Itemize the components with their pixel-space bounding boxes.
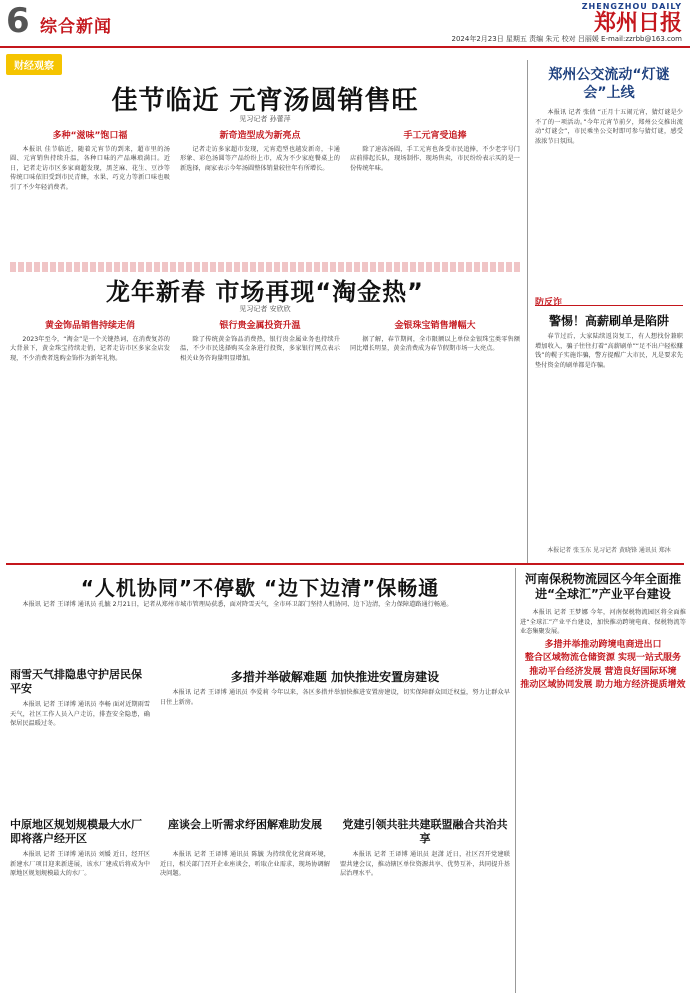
ribbon-label: 财经观察 <box>6 54 62 75</box>
sidebar-body <box>535 108 683 278</box>
story6-text: 本报讯 记者 王译博 通讯员 李爱莉 今年以来，各区多措并举加快推进安置房建设，切实保障群众回迁权益，努力让群众早日住上新房。 <box>160 689 510 706</box>
story1-col3-body: 除了速冻汤圆，手工元宵也备受市民追捧，不少老字号门店前排起长队，现场制作、现场售卖，市民纷纷表示买的是一份传统年味。 <box>350 145 520 172</box>
masthead <box>0 0 690 48</box>
antifraud-body <box>535 332 683 542</box>
story1-col3-subhead: 手工元宵受追捧 <box>403 131 467 141</box>
story2-byline: 见习记者 安欣欣 <box>239 305 291 313</box>
paper-logo: 郑州日报 <box>593 10 682 36</box>
story5-text: 本报讯 记者 王译博 通讯员 李畅 面对近期雨雪天气，社区工作人员入户走访，排查安全隐患，确保居民温暖过冬。 <box>10 701 150 727</box>
sidebar-text: 本报讯 记者 张倩 “正月十五闹元宵，猜灯谜是少不了的一项活动。”今年元宵节前夕，郑州公交推出流动“灯谜会”，市民乘坐公交时即可参与猜灯谜，感受浓浓节日氛围。 <box>535 109 683 145</box>
paper-brand <box>582 2 682 35</box>
story2-col3-subhead: 金银珠宝销售增幅大 <box>394 321 476 331</box>
story4-subhead-3: 推动平台经济发展 营造良好国际环境 <box>529 666 677 677</box>
antifraud-headline: 警惕！高薪刷单是陷阱 <box>548 314 669 328</box>
story8-headline: 座谈会上听需求纾困解难助发展 <box>168 818 322 831</box>
antifraud-box-header <box>535 290 683 306</box>
story4-subhead-1: 多措并举推动跨境电商进出口 <box>544 639 662 650</box>
story2-col2-body: 除了传统黄金饰品消费热，银行贵金属业务也持续升温，不少市民选择购买金条进行投资，多家银行网点表示相关业务咨询量明显增加。 <box>180 335 340 362</box>
story9-text: 本报讯 记者 王译博 通讯员 赵潇 近日，社区召开党建联盟共建会议，推动辖区单位资源共享、优势互补，共同提升基层治理水平。 <box>340 851 510 877</box>
story6-body <box>160 688 510 808</box>
story1-col1 <box>10 128 170 278</box>
story1-col2-subhead: 新奇造型成为新亮点 <box>219 131 301 141</box>
antifraud-label: 防反诈 <box>535 298 563 308</box>
story2-headline: 龙年新春 市场再现“淘金热” <box>106 278 424 306</box>
story7-body <box>10 850 150 990</box>
issue-meta: 2024年2月23日 星期五 责编 朱元 校对 吕丽媛 E-mail:zzrbb@163.com <box>451 35 682 43</box>
antifraud-byline: 本报记者 张玉东 见习记者 黄晓锋 通讯员 郑沐 <box>547 547 671 554</box>
story2-col3-body: 据了解，春节期间，全市限额以上单位金银珠宝类零售额同比增长明显，黄金消费成为春节假期市场一大亮点。 <box>350 335 520 352</box>
column-divider <box>527 60 528 565</box>
story3-headline: “人机协同”不停歇 “边下边清”保畅通 <box>80 576 440 600</box>
story4-subhead-4: 推动区域协同发展 助力地方经济提质增效 <box>520 680 686 690</box>
story8-body <box>160 850 330 990</box>
story7-headline: 中原地区规划规模最大水厂即将落户经开区 <box>10 818 142 845</box>
story4-headline: 河南保税物流园区今年全面推进“全球汇”产业平台建设 <box>524 572 681 601</box>
story1-col1-body: 本报讯 佳节临近，随着元宵节的到来，超市里的汤圆、元宵销售持续升温，各种口味的产品琳琅满目。近日，记者走访市区多家商超发现，黑芝麻、花生、豆沙等传统口味依旧受到市民青睐，水果、巧克力等新口味也吸引了不少年轻消费者。 <box>10 145 170 191</box>
column-divider-lower <box>515 568 516 993</box>
section-title: 综合新闻 <box>40 17 112 37</box>
story3-body <box>10 600 510 660</box>
story1-col2 <box>180 128 340 278</box>
paper-name-en: ZHENGZHOU DAILY <box>581 2 682 11</box>
story5-headline: 雨雪天气排隐患守护居民保平安 <box>10 668 142 695</box>
antifraud-text: 春节过后，大家陆续返岗复工，有人想找份兼职增加收入，骗子往往打着“高薪刷单”“足不出户轻松赚钱”的幌子实施诈骗，警方提醒广大市民，凡是要求先垫付资金的刷单都是诈骗。 <box>535 333 683 369</box>
story2-col2 <box>180 318 340 558</box>
story1-col1-subhead: 多种“滋味”饱口福 <box>52 131 128 141</box>
section-divider <box>6 563 684 565</box>
story1-col2-body: 记者走访多家超市发现，元宵造型也越发新奇，卡通形象、彩色汤圆等产品纷纷上市，成为不少家庭餐桌上的新选择，商家表示今年汤圆整体销量较往年有所增长。 <box>180 145 340 172</box>
story7-text: 本报讯 记者 王译博 通讯员 刘媛 近日，经开区新建水厂项目迎来新进展，该水厂建成后将成为中原地区规划规模最大的水厂。 <box>10 851 150 877</box>
story2-col1-subhead: 黄金饰品销售持续走俏 <box>44 321 135 331</box>
story2-col1-body: 2023年至今，“淘金”是一个关键热词，在消费复苏的大背景下，黄金珠宝持续走俏，记者走访市区多家金店发现，不少消费者选购金饰作为新年礼物。 <box>10 335 170 362</box>
section-ribbon <box>6 54 62 76</box>
story1-headline: 佳节临近 元宵汤圆销售旺 <box>111 86 419 116</box>
story4-body <box>520 608 686 993</box>
story2-col3 <box>350 318 520 558</box>
story4-subhead-2: 整合区域物流仓储资源 实现一站式服务 <box>524 653 682 663</box>
story6-headline: 多措并举破解难题 加快推进安置房建设 <box>230 670 440 684</box>
sidebar-headline: 郑州公交流动“灯谜会”上线 <box>548 67 670 101</box>
story2-col1 <box>10 318 170 558</box>
story9-body <box>340 850 510 990</box>
decor-divider <box>10 262 520 272</box>
story1-byline: 见习记者 孙蕾萍 <box>239 115 291 123</box>
story5-body <box>10 700 150 810</box>
story8-text: 本报讯 记者 王译博 通讯员 陈毓 为持续优化营商环境，近日，相关部门召开企业座谈会，听取企业需求，现场协调解决问题。 <box>160 851 330 877</box>
page-number: 6 <box>6 1 30 41</box>
story1-col3 <box>350 128 520 278</box>
story9-headline: 党建引领共驻共建联盟融合共治共享 <box>342 818 508 845</box>
story2-col2-subhead: 银行贵金属投资升温 <box>219 321 301 331</box>
story3-text: 本报讯 记者 王译博 通讯员 孔毓 2月21日，记者从郑州市城市管理局获悉，面对降雪天气，全市环卫部门坚持人机协同、边下边清，全力保障道路通行畅通。 <box>22 601 453 608</box>
story4-text: 本报讯 记者 王梦娜 今年，河南保税物流园区将全面推进“全球汇”产业平台建设，加快推动跨境电商、保税物流等业态集聚发展。 <box>520 609 686 635</box>
